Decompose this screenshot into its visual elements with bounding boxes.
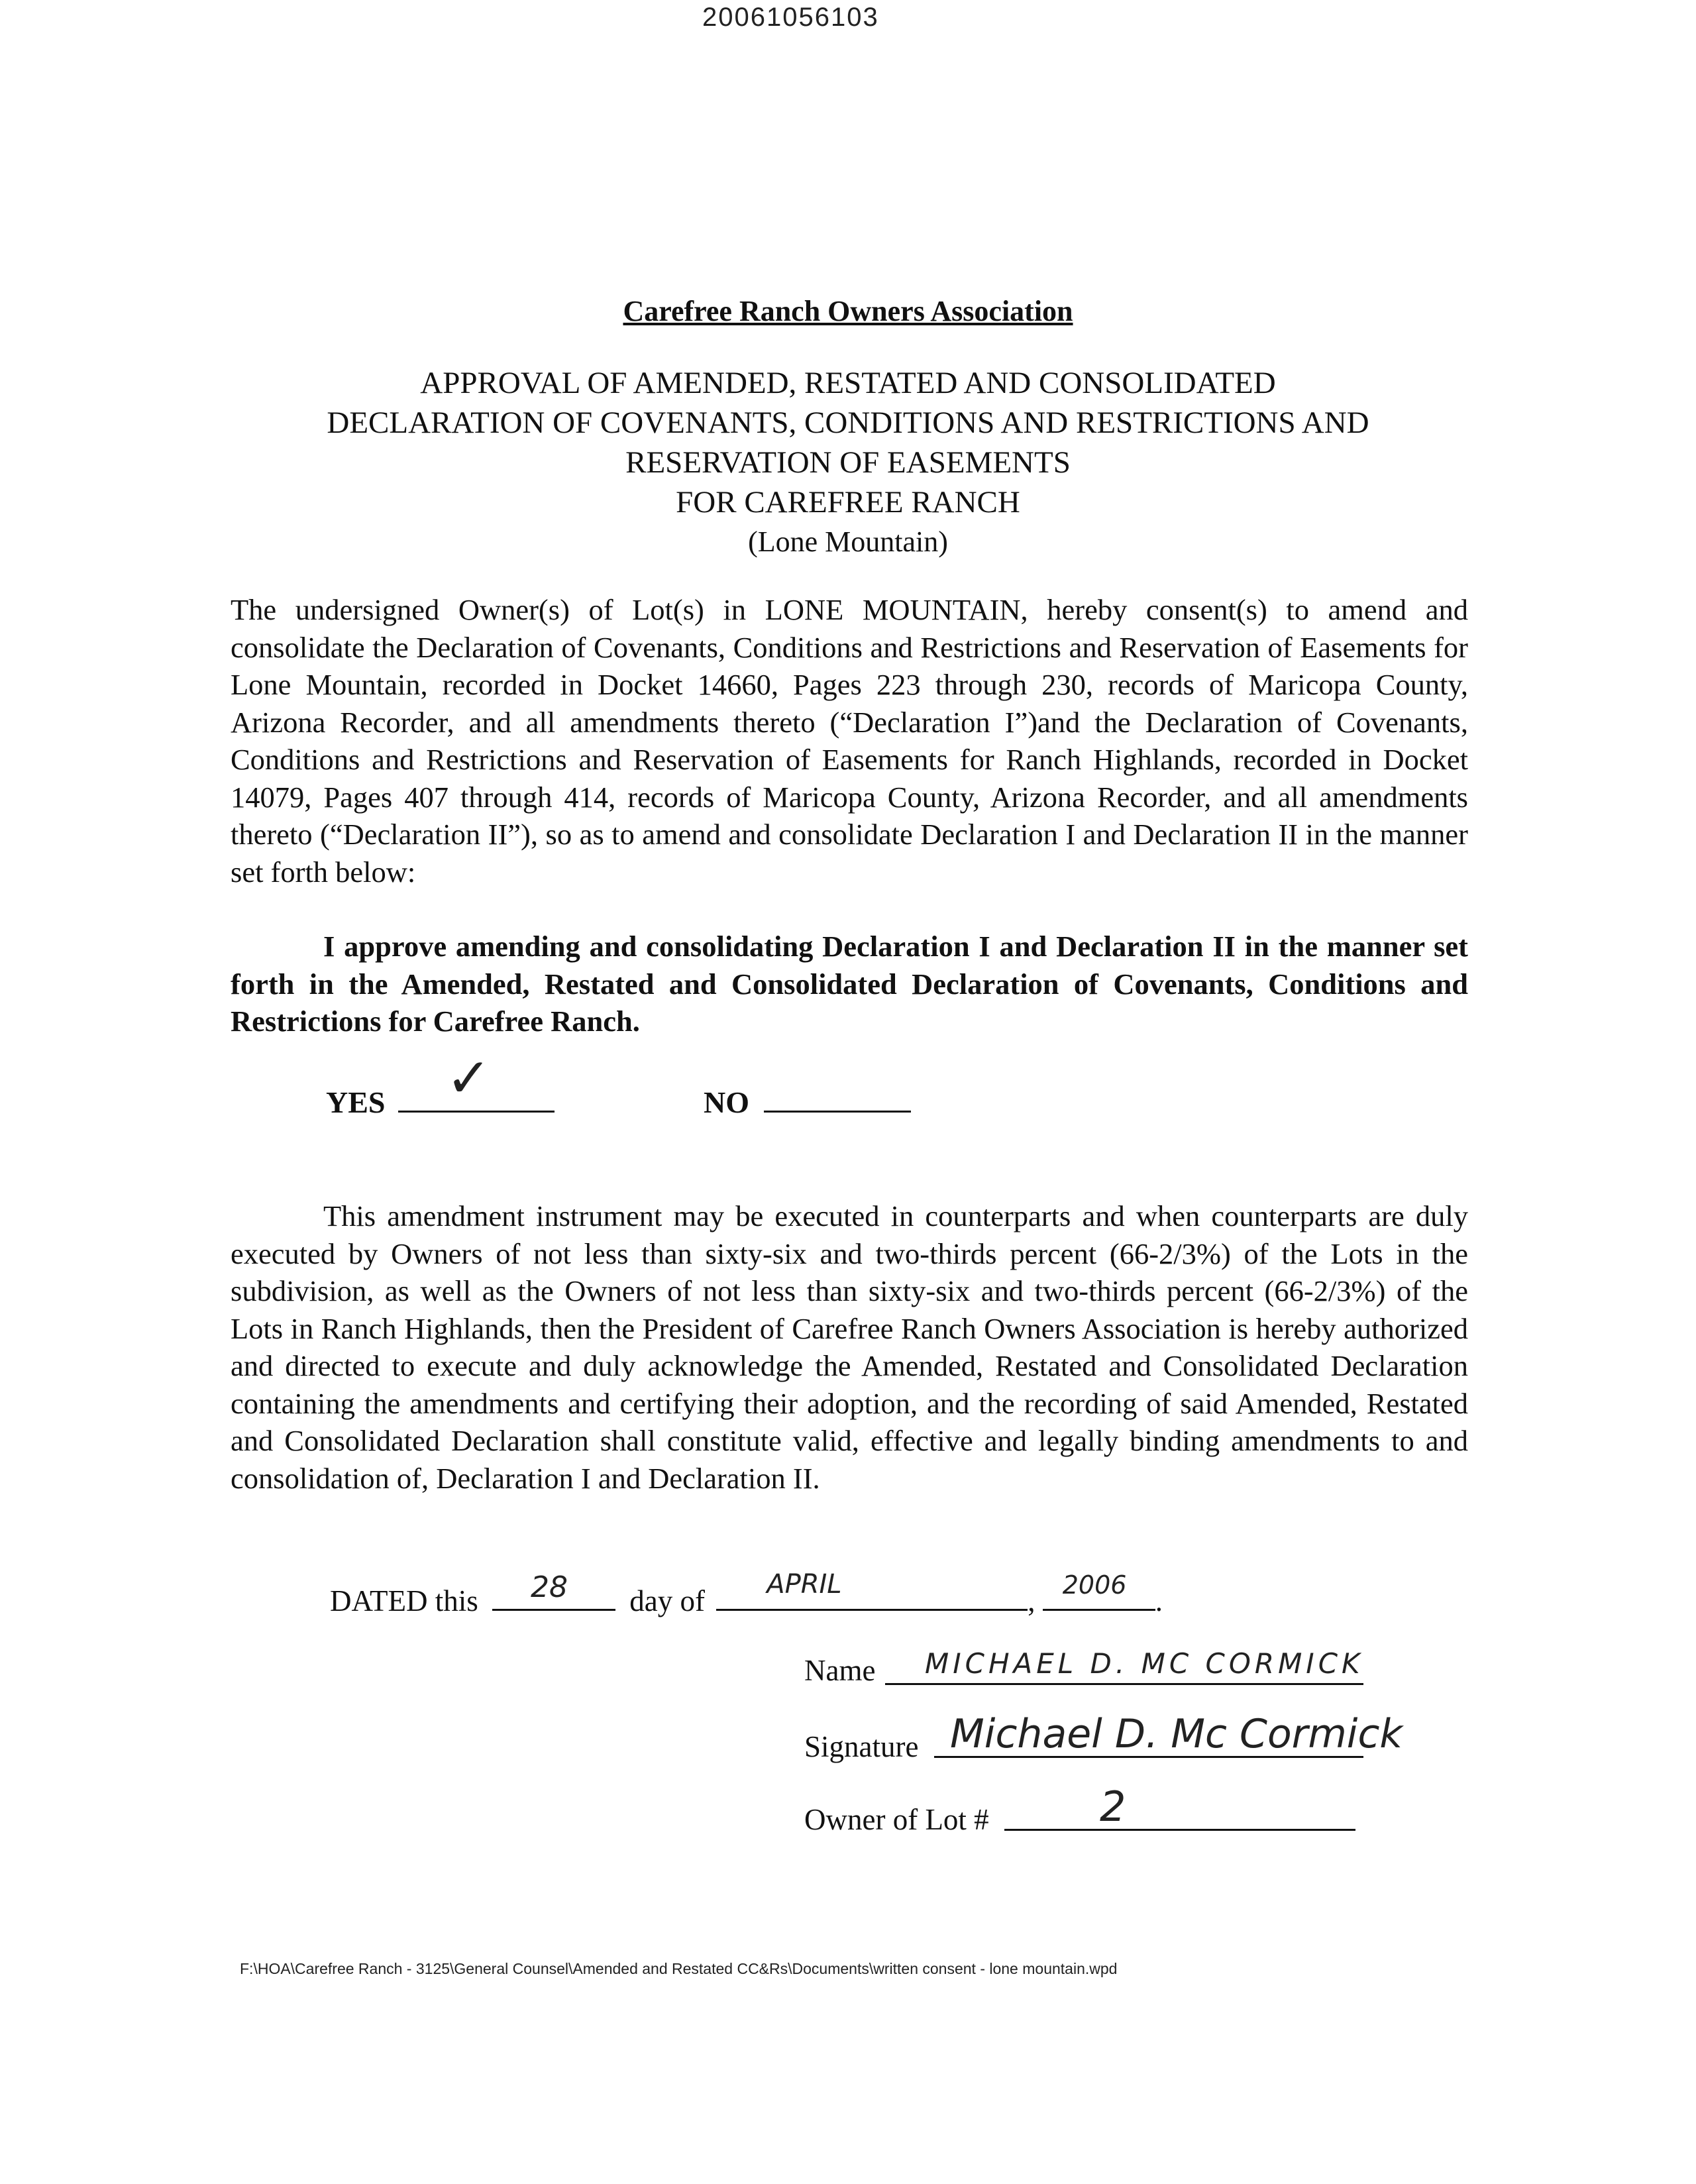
lot-field <box>1004 1782 1355 1831</box>
consent-paragraph: The undersigned Owner(s) of Lot(s) in LONE MOUNTAIN, hereby consent(s) to amend and consolidate the Declaration of Covenants, Conditions and Restrictions and Reservation of Easements for Lone Mountain, recorded in Docket 14660, Pages 223 through 230, records of Maricopa County, Arizona Recorder, and all amendments thereto (“Declaration I”)and the Declaration of Covenants, Conditions and Restrictions and Reservation of Easements for Ranch Highlands, recorded in Docket 14079, Pages 407 through 414, records of Maricopa County, Arizona Recorder, and all amendments thereto (“Declaration II”), so as to amend and consolidate Declaration I and Declaration II in the manner set forth below: <box>231 593 1468 889</box>
month-value: APRIL <box>767 1569 842 1600</box>
day-value: 28 <box>531 1570 568 1604</box>
vote-yes <box>326 1047 555 1120</box>
yes-label: YES <box>326 1085 386 1119</box>
approval-heading <box>0 363 1696 562</box>
approval-statement: I approve amending and consolidating Declaration I and Declaration II in the manner set forth in the Amended, Restated and Consolidated Declaration of Covenants, Conditions and Restrictions for Carefree Ranch. <box>231 930 1468 1038</box>
dated-line <box>330 1569 1163 1618</box>
month-field <box>716 1569 1028 1611</box>
yes-answer-line <box>398 1047 555 1113</box>
signature-field <box>934 1711 1403 1758</box>
day-field <box>492 1570 615 1611</box>
name-label: Name <box>804 1654 876 1687</box>
signature-label: Signature <box>804 1730 919 1763</box>
name-field <box>885 1647 1363 1685</box>
day-of-label: day of <box>629 1584 705 1617</box>
signature-value: Michael D. Mc Cormick <box>950 1711 1403 1757</box>
year-field <box>1043 1570 1155 1611</box>
counterparts-paragraph: This amendment instrument may be executed in counterparts and when counterparts are duly executed by Owners of not less than sixty-six and two-thirds percent (66-2/3%) of the Lots in the subdivision, as well as the Owners of not less than sixty-six and two-thirds percent (66-2/3%) of the Lots in Ranch Highlands, then the President of Carefree Ranch Owners Association is hereby authorized and directed to execute and duly acknowledge the Amended, Restated and Consolidated Declaration containing the amendments and certifying their adoption, and the recording of said Amended, Restated and Consolidated Declaration shall constitute valid, effective and legally binding amendments to and consolidation of, Declaration I and Declaration II. <box>231 1199 1468 1495</box>
heading-line-2: DECLARATION OF COVENANTS, CONDITIONS AND RESTRICTIONS AND <box>327 406 1369 440</box>
lot-label: Owner of Lot # <box>804 1803 989 1836</box>
file-path-footer: F:\HOA\Carefree Ranch - 3125\General Counsel\Amended and Restated CC&Rs\Documents\written consent - lone mountain.wpd <box>240 1960 1118 1977</box>
no-label: NO <box>704 1085 749 1119</box>
no-answer-line <box>764 1081 911 1113</box>
lot-value: 2 <box>1100 1782 1126 1831</box>
vote-no <box>704 1081 911 1120</box>
heading-line-3: RESERVATION OF EASEMENTS <box>625 445 1071 480</box>
date-period: . <box>1155 1584 1163 1617</box>
name-value: MICHAEL D. MC CORMICK <box>925 1647 1364 1680</box>
document-number: 20061056103 <box>702 3 879 32</box>
heading-line-4: FOR CAREFREE RANCH <box>676 485 1020 519</box>
year-value: 2006 <box>1062 1570 1127 1600</box>
dated-label: DATED this <box>330 1584 478 1617</box>
date-comma: , <box>1028 1584 1035 1617</box>
checkmark-icon: ✓ <box>445 1047 492 1110</box>
heading-line-1: APPROVAL OF AMENDED, RESTATED AND CONSOLIDATED <box>420 366 1276 400</box>
heading-line-5: (Lone Mountain) <box>748 525 948 558</box>
association-title: Carefree Ranch Owners Association <box>623 295 1073 327</box>
